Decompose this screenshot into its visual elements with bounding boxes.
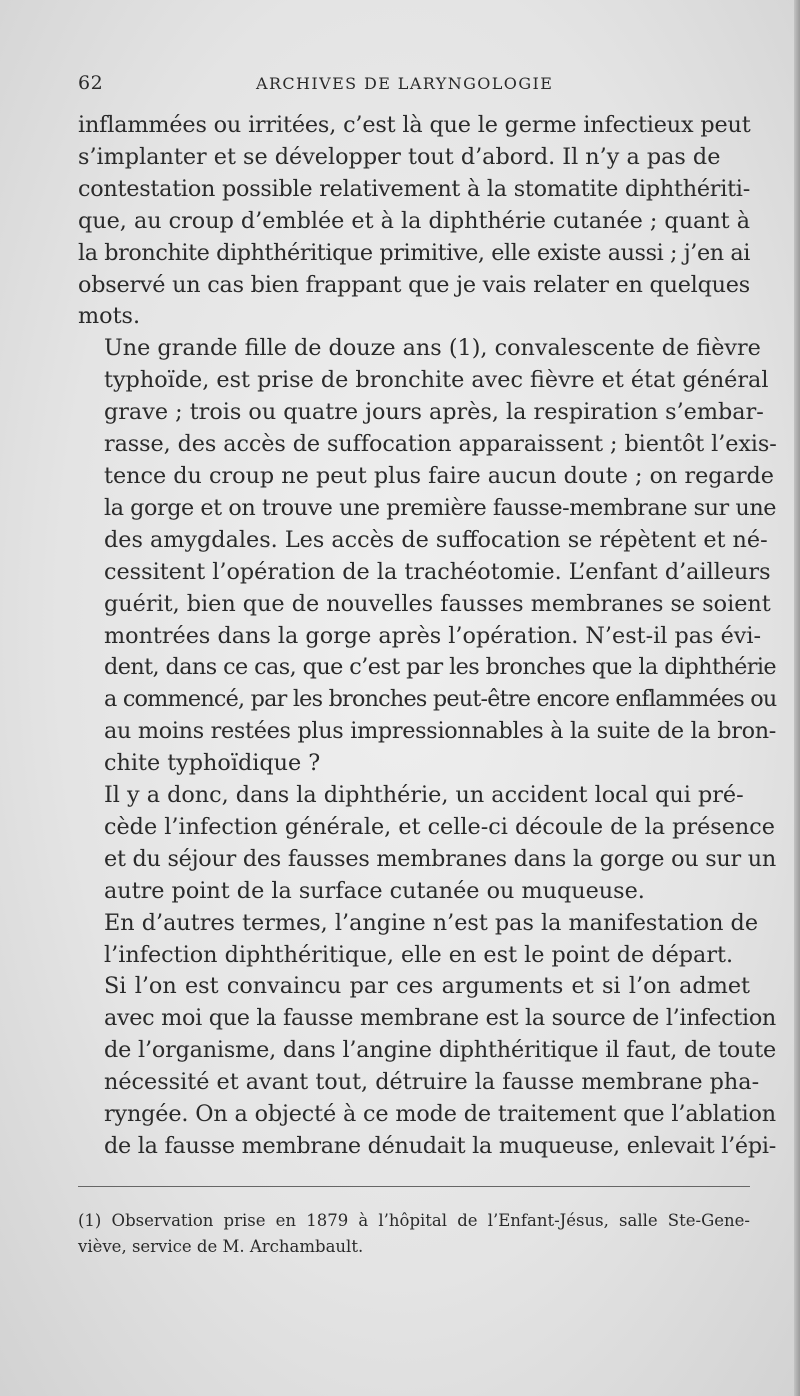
text-line: typhoïde, est prise de bronchite avec fièvre et état général (104, 367, 769, 394)
text-line: autre point de la surface cutanée ou muqueuse. (104, 877, 645, 904)
text-line: de l’organisme, dans l’angine diphthéritique il faut, de toute (104, 1037, 776, 1064)
footnote-line: viève, service de M. Archambault. (78, 1237, 364, 1256)
paragraph-3 (78, 780, 776, 908)
body-text (78, 110, 777, 1163)
text-line: des amygdales. Les accès de suffocation se répètent et né- (104, 526, 768, 553)
text-line: tence du croup ne peut plus faire aucun doute ; on regarde (104, 462, 774, 489)
text-line: En d’autres termes, l’angine n’est pas la manifestation de (104, 909, 759, 936)
text-line: de la fausse membrane dénudait la muqueuse, enlevait l’épi- (104, 1133, 776, 1159)
text-line: Il y a donc, dans la diphthérie, un accident local qui pré- (104, 782, 744, 809)
text-line: cède l’infection générale, et celle-ci découle de la présence (104, 813, 775, 840)
text-line: avec moi que la fausse membrane est la source de l’infection (104, 1005, 776, 1032)
running-header (78, 68, 750, 102)
text-line: guérit, bien que de nouvelles fausses membranes se soient (104, 590, 771, 617)
text-line: Une grande fille de douze ans (1), convalescente de fièvre (104, 335, 761, 362)
paragraph-5 (78, 971, 776, 1162)
text-line: s’implanter et se développer tout d’abord. Il n’y a pas de (78, 143, 721, 170)
text-line: rasse, des accès de suffocation apparaissent ; bientôt l’exis- (104, 431, 777, 458)
text-line: et du séjour des fausses membranes dans la gorge ou sur un (104, 845, 776, 872)
text-line: a commencé, par les bronches peut-être encore enflammées ou (104, 686, 777, 713)
paragraph-4 (78, 908, 759, 972)
text-line: Si l’on est convaincu par ces arguments et si l’on admet (104, 973, 750, 1000)
footnote-rule (78, 1186, 750, 1187)
text-line: inflammées ou irritées, c’est là que le germe infectieux peut (78, 112, 751, 138)
footnote (78, 1208, 750, 1260)
text-line: la bronchite diphthéritique primitive, elle existe aussi ; j’en ai (78, 239, 750, 266)
text-line: montrées dans la gorge après l’opération. N’est-il pas évi- (104, 622, 762, 649)
page-number: 62 (78, 72, 104, 94)
text-line: la gorge et on trouve une première fausse-membrane sur une (104, 494, 776, 521)
text-line: nécessité et avant tout, détruire la fausse membrane pha- (104, 1069, 760, 1096)
text-line: que, au croup d’emblée et à la diphthérie cutanée ; quant à (78, 207, 750, 234)
text-line: grave ; trois ou quatre jours après, la respiration s’embar- (104, 399, 764, 426)
page-edge-shadow (794, 0, 800, 1396)
text-line: ryngée. On a objecté à ce mode de traitement que l’ablation (104, 1101, 776, 1128)
text-line: au moins restées plus impressionnables à la suite de la bron- (104, 718, 776, 745)
text-line: dent, dans ce cas, que c’est par les bronches que la diphthérie (104, 654, 777, 681)
paragraph-2 (78, 333, 777, 780)
running-title: ARCHIVES DE LARYNGOLOGIE (256, 74, 554, 93)
text-line: l’infection diphthéritique, elle en est le point de départ. (104, 941, 734, 968)
paragraph-1 (78, 110, 750, 333)
text-line: cessitent l’opération de la trachéotomie. L’enfant d’ailleurs (104, 558, 771, 585)
text-line: mots. (78, 303, 141, 330)
footnote-line: (1) Observation prise en 1879 à l’hôpital de l’Enfant-Jésus, salle Ste-Gene- (78, 1211, 750, 1230)
text-line: chite typhoïdique ? (104, 750, 321, 777)
text-line: contestation possible relativement à la stomatite diphthériti- (78, 175, 750, 202)
text-line: observé un cas bien frappant que je vais relater en quelques (78, 271, 750, 298)
